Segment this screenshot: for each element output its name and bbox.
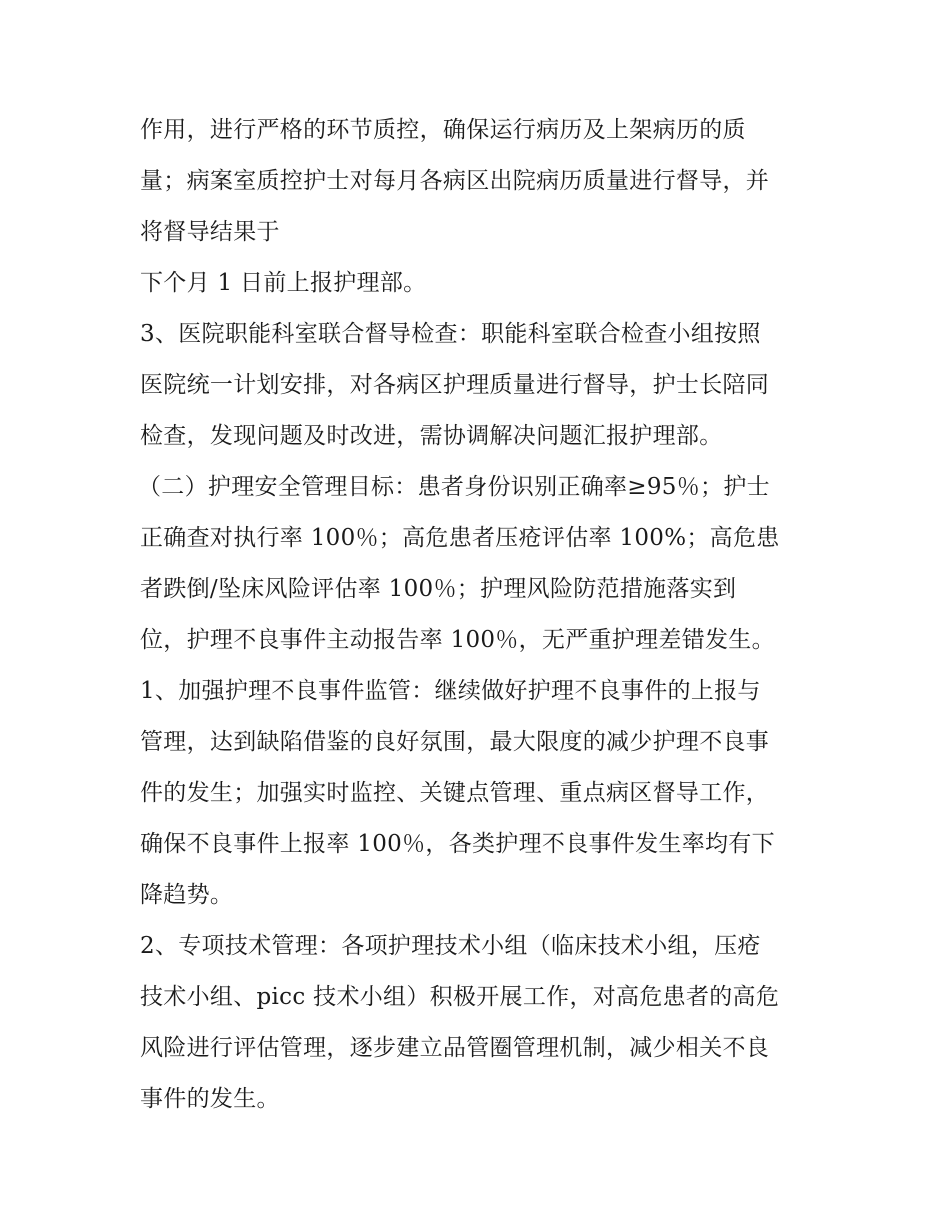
text-line: 技术小组、picc 技术小组）积极开展工作，对高危患者的高危 (140, 984, 780, 1010)
text-line: 2、专项技术管理：各项护理技术小组（临床技术小组，压疮 (140, 933, 761, 959)
text-line: 作用，进行严格的环节质控，确保运行病历及上架病历的质 (140, 117, 746, 143)
text-line: 管理，达到缺陷借鉴的良好氛围，最大限度的减少护理不良事 (140, 729, 770, 755)
text-line: 将督导结果于 (140, 219, 280, 245)
text-line: 量；病案室质控护士对每月各病区出院病历质量进行督导，并 (140, 168, 770, 194)
text-line: 医院统一计划安排，对各病区护理质量进行督导，护士长陪同 (140, 372, 770, 398)
text-line: 下个月 1 日前上报护理部。 (140, 270, 427, 296)
text-line: 降趋势。 (140, 882, 234, 908)
text-line: 确保不良事件上报率 100％，各类护理不良事件发生率均有下 (140, 831, 775, 857)
text-line: 件的发生；加强实时监控、关键点管理、重点病区督导工作， (140, 780, 770, 806)
text-line: 风险进行评估管理，逐步建立品管圈管理机制，减少相关不良 (140, 1035, 770, 1061)
text-line: 事件的发生。 (140, 1086, 280, 1112)
text-line: 1、加强护理不良事件监管：继续做好护理不良事件的上报与 (140, 678, 761, 704)
text-line: 正确查对执行率 100％；高危患者压疮评估率 100%；高危患 (140, 525, 780, 551)
text-line: 3、医院职能科室联合督导检查：职能科室联合检查小组按照 (140, 321, 761, 347)
text-line: 检查，发现问题及时改进，需协调解决问题汇报护理部。 (140, 423, 723, 449)
text-line: 者跌倒/坠床风险评估率 100％；护理风险防范措施落实到 (140, 576, 737, 602)
section-heading-line: （二）护理安全管理目标：患者身份识别正确率≥95％；护士 (138, 474, 770, 500)
text-line: 位，护理不良事件主动报告率 100％，无严重护理差错发生。 (140, 627, 775, 653)
